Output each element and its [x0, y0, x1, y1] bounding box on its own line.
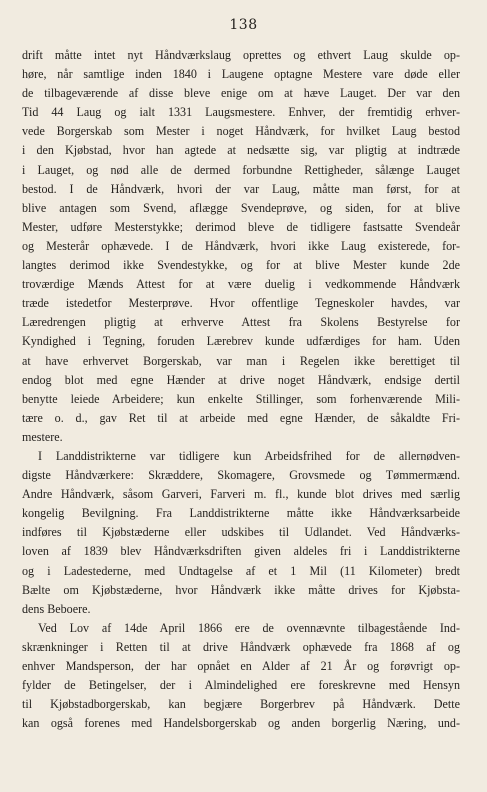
text-line: enhver Mandsperson, der har opnået en Alder af 21 År og forøvrigt op- [22, 659, 460, 673]
text-line: Kyndighed i Tegning, foruden Lærebrev kunde udfærdiges for ham. Uden [22, 334, 460, 349]
text-line: og Mesterår ophævede. I de Håndværk, hvori ikke Laug existerede, for- [22, 238, 460, 253]
text-line: mestere. [22, 429, 63, 444]
text-line: i den Kjøbstad, hvor han agtede at nedsætte sig, var pligtig at indtræde [22, 143, 460, 158]
text-line: de tilbageværende af disse bleve enige om at hæve Lauget. Der var den [22, 86, 460, 101]
text-line: kan også forenes med Handelsborgerskab og anden borgerlig Næring, und- [22, 716, 460, 731]
page-number: 138 [229, 17, 258, 33]
text-line: digste Håndværkere: Skræddere, Skomagere, Grovsmede og Tømmermænd. [22, 468, 460, 483]
text-line: Bælte om Kjøbstæderne, hvor Håndværk ikke måtte drives for Kjøbsta- [22, 582, 460, 597]
text-line: og i Ladestederne, med Undtagelse af et 1 Mil (11 Kilometer) bredt [22, 563, 460, 578]
text-line: Ved Lov af 14de April 1866 ere de ovennævnte tilbagestående Ind- [38, 620, 460, 635]
text-line: Tid 44 Laug og ialt 1331 Laugsmestere. Enhver, der fremtidig erhver- [22, 105, 460, 120]
text-line: Læredrengen pligtig at erhverve Attest fra Skolens Bestyrelse for [22, 315, 460, 330]
text-line: fylder de Betingelser, der i Almindelighed ere foreskrevne med Hensyn [22, 678, 460, 693]
body-text [22, 46, 460, 733]
text-line: benytte leiede Arbeidere; kun enkelte Stillinger, som forhenværende Mili- [22, 391, 460, 406]
text-line: til Kjøbstadborgerskab, kan begjære Borgerbrev på Håndværk. Dette [22, 697, 460, 712]
text-line: tære o. d., gav Ret til at arbeide med egne Hænder, de såkaldte Fri- [22, 410, 460, 425]
text-line: indføres til Kjøbstæderne eller udskibes til Udlandet. Ved Håndværks- [22, 525, 460, 540]
text-line: træde istedetfor Mesterprøve. Hvor offentlige Tegneskoler havdes, var [22, 296, 460, 311]
text-line: dens Beboere. [22, 601, 91, 616]
text-line: I Landdistrikterne var tidligere kun Arbeidsfrihed for de allernødven- [38, 448, 460, 463]
text-line: i Lauget, og nød alle de dermed forbundne Rettigheder, sålænge Lauget [22, 162, 460, 177]
text-line: kongelig Bevilgning. Fra Landdistrikterne måtte ikke Håndværksarbeide [22, 506, 460, 521]
text-line: Mester, udføre Mesterstykke; derimod bleve de tidligere fastsatte Svendeår [22, 219, 460, 234]
text-line: høre, når samtlige inden 1840 i Laugene optagne Mestere vare døde eller [22, 67, 460, 82]
text-line: skrænkninger i Retten til at drive Håndværk ophævede fra 1868 af og [22, 639, 460, 654]
text-line: at have erhvervet Borgerskab, var man i Regelen ikke berettiget til [22, 353, 460, 368]
text-line: loven af 1839 blev Håndværksdriften given aldeles fri i Landdistrikterne [22, 544, 460, 559]
text-line: bestod. I de Håndværk, hvori der var Laug, måtte man først, for at [22, 181, 460, 196]
text-line: endog blot med egne Hænder at drive noget Håndværk, endsige dertil [22, 372, 460, 387]
text-line: troværdige Mænds Attest for at være duelig i vedkommende Håndværk [22, 277, 460, 292]
text-line: blive antagen som Svend, aflægge Svendeprøve, og siden, for at blive [22, 200, 460, 215]
text-line: drift måtte intet nyt Håndværkslaug oprettes og ethvert Laug skulde op- [22, 48, 460, 62]
text-line: vede Borgerskab som Mester i noget Håndværk, for hvilket Laug bestod [22, 124, 460, 139]
text-line: langtes derimod ikke Svendestykke, og for at blive Mester kunde 2de [22, 258, 460, 273]
text-line: Andre Håndværk, såsom Garveri, Farveri m. fl., kunde blot drives med særlig [22, 487, 460, 502]
